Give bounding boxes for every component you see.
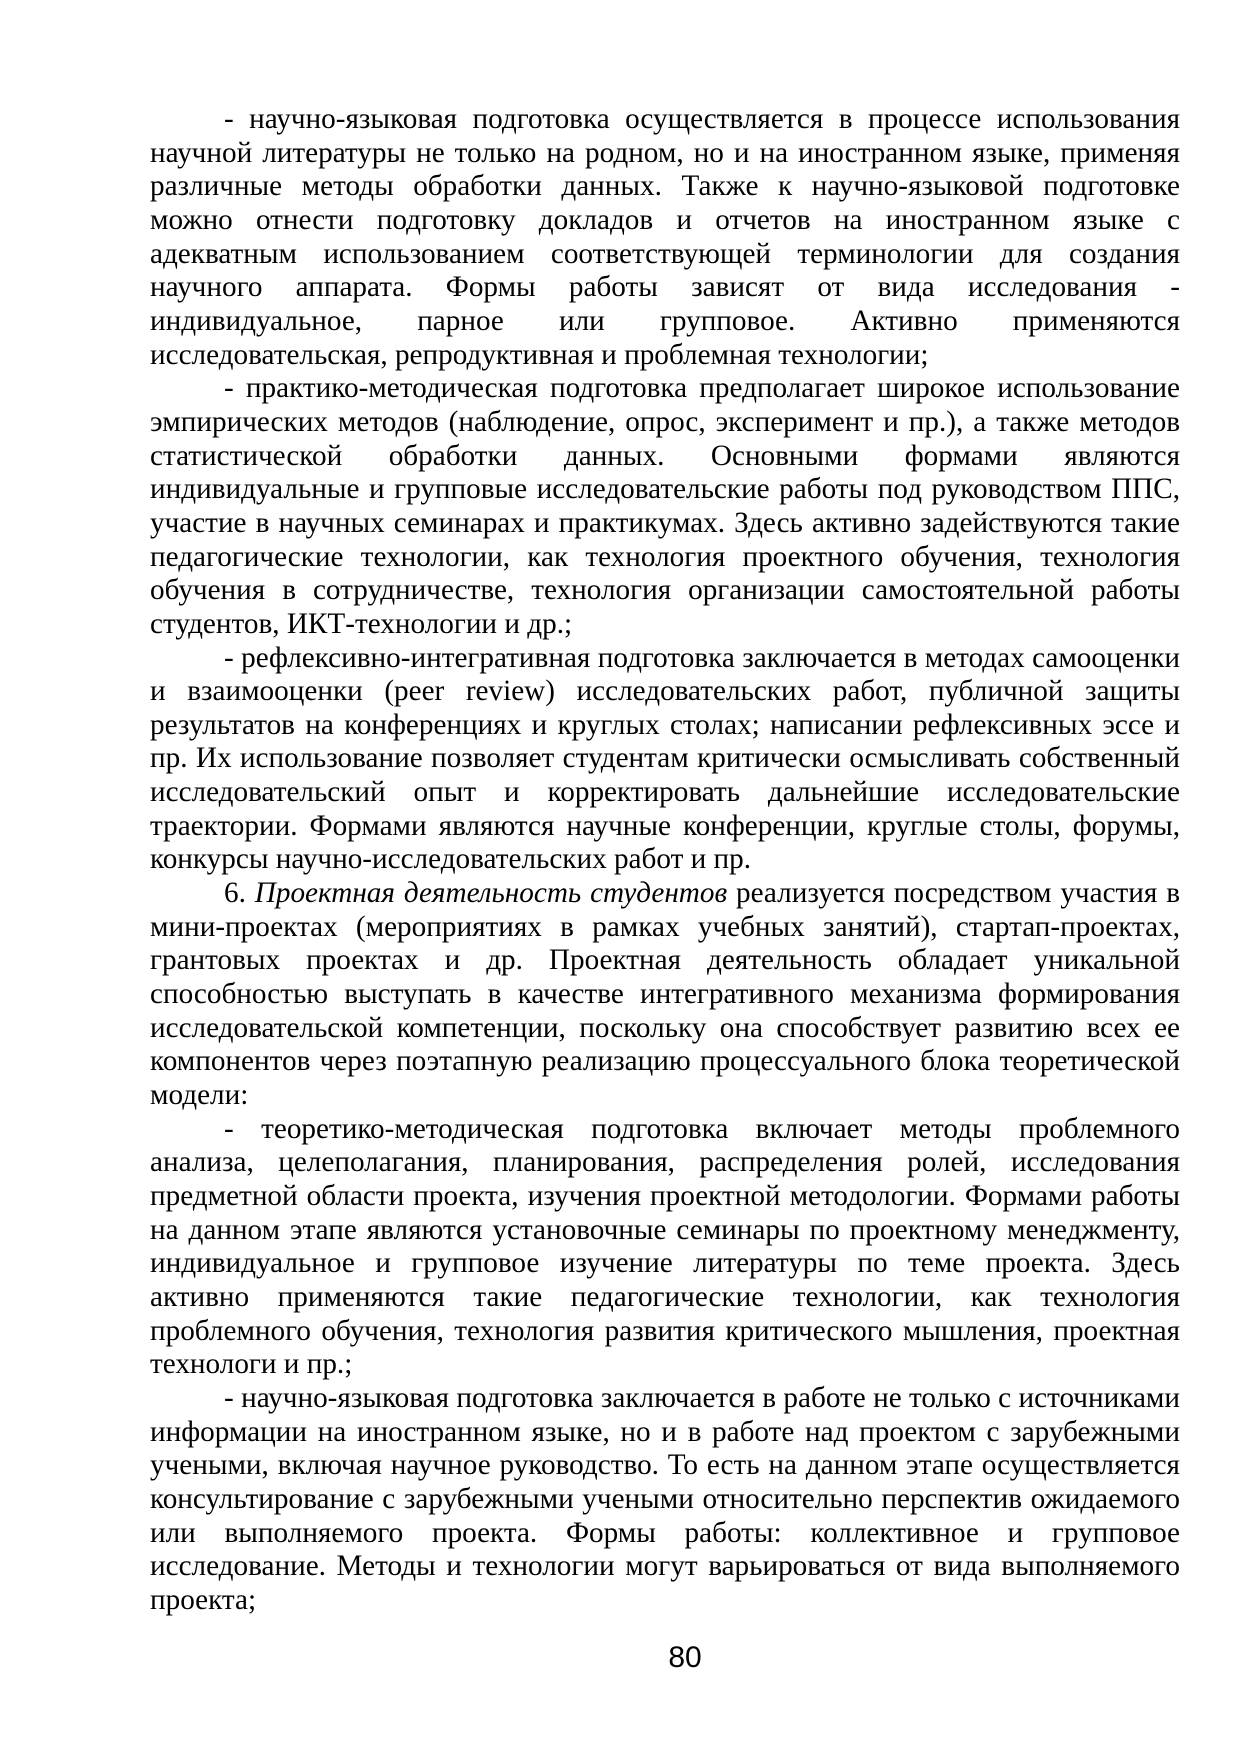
project-activity-text: реализуется посредством участия в мини-проектах (мероприятиях в рамках учебных занятий), стартап-проектах, грантовых проектах и др. Проектная деятельность обладает уникальной способностью выступать в качестве интегративного механизма формирования исследовательской компетенции, поскольку она способствует развитию всех ее компонентов через поэтапную реализацию процессуального блока теоретической модели: <box>150 877 1180 1112</box>
paragraph-science-language-training: - научно-языковая подготовка осуществляется в процессе использования научной литературы не только на родном, но и на иностранном языке, применяя различные методы обработки данных. Также к научно-языковой подготовке можно отнести подготовку докладов и отчетов на иностранном языке с адекватным использованием соответствующей терминологии для создания научного аппарата. Формы работы зависят от вида исследования - индивидуальное, парное или групповое. Активно применяются исследовательская, репродуктивная и проблемная технологии; <box>150 103 1180 371</box>
paragraph-reflexive-integrative-training: - рефлексивно-интегративная подготовка заключается в методах самооценки и взаимооценки (peer review) исследовательских работ, публичной защиты результатов на конференциях и круглых столах; написании рефлексивных эссе и пр. Их использование позволяет студентам критически осмысливать собственный исследовательский опыт и корректировать дальнейшие исследовательские траектории. Формами являются научные конференции, круглые столы, форумы, конкурсы научно-исследовательских работ и пр. <box>150 641 1180 876</box>
paragraph-science-language-project-stage: - научно-языковая подготовка заключается в работе не только с источниками информации на иностранном языке, но и в работе над проектом с зарубежными учеными, включая научное руководство. То есть на данном этапе осуществляется консультирование с зарубежными учеными относительно перспектив ожидаемого или выполняемого проекта. Формы работы: коллективное и групповое исследование. Методы и технологии могут варьироваться от вида выполняемого проекта; <box>150 1381 1180 1616</box>
paragraph-project-activity <box>150 877 1180 1113</box>
paragraph-theoretical-methodical-training: - теоретико-методическая подготовка включает методы проблемного анализа, целеполагания, планирования, распределения ролей, исследования предметной области проекта, изучения проектной методологии. Формами работы на данном этапе являются установочные семинары по проектному менеджменту, индивидуальное и групповое изучение литературы по теме проекта. Здесь активно применяются такие педагогические технологии, как технология проблемного обучения, технология развития критического мышления, проектная технологи и пр.; <box>150 1112 1180 1381</box>
body-text <box>150 103 1180 1618</box>
page-number: 80 <box>668 1641 702 1674</box>
paragraph-practice-methodical-training: - практико-методическая подготовка предполагает широкое использование эмпирических методов (наблюдение, опрос, эксперимент и пр.), а также методов статистической обработки данных. Основными формами являются индивидуальные и групповые исследовательские работы под руководством ППС, участие в научных семинарах и практикумах. Здесь активно задействуются такие педагогические технологии, как технология проектного обучения, технология обучения в сотрудничестве, технология организации самостоятельной работы студентов, ИКТ-технологии и др.; <box>150 372 1180 640</box>
project-activity-term: Проектная деятельность студентов <box>254 877 728 910</box>
list-item-number: 6. <box>224 877 255 910</box>
